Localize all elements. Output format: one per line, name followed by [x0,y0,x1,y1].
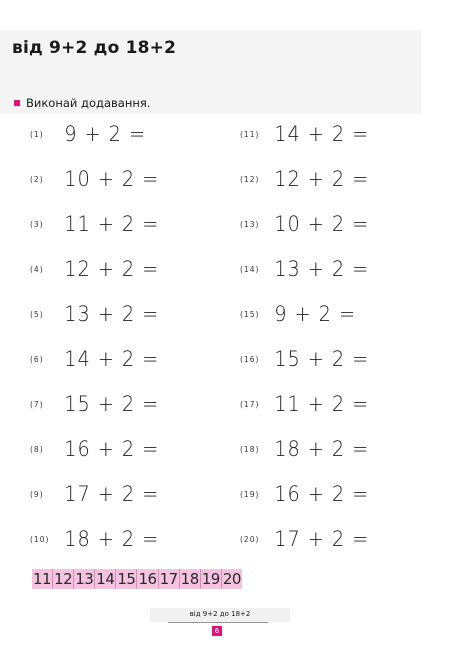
problem-number: (7) [30,399,44,409]
problem-number: (5) [30,309,44,319]
problem-expression: 9 + 2 = [64,122,147,146]
problem-row [30,212,160,236]
problem-expression: 11 + 2 = [274,392,370,416]
strip-number: 11 [33,570,52,588]
problem-expression: 10 + 2 = [64,167,160,191]
problem-row [30,167,160,191]
problem-expression: 15 + 2 = [274,347,370,371]
problem-row [240,482,370,506]
problem-row [30,347,160,371]
problem-number: (1) [30,129,44,139]
problem-row [30,437,160,461]
problem-expression: 12 + 2 = [64,257,160,281]
strip-number: 13 [75,570,94,588]
problem-expression: 10 + 2 = [274,212,370,236]
problem-row [240,527,370,551]
problem-expression: 16 + 2 = [64,437,160,461]
problem-number: (6) [30,354,44,364]
problem-number: (13) [240,219,260,229]
problem-row [240,167,370,191]
problem-number: (3) [30,219,44,229]
problem-expression: 14 + 2 = [274,122,370,146]
instruction-text: Виконай додавання. [26,96,151,110]
page-number: 6 [212,626,222,636]
problem-number: (10) [30,534,50,544]
problem-expression: 9 + 2 = [274,302,357,326]
problem-number: (9) [30,489,44,499]
problem-row [30,482,160,506]
instruction [14,96,150,110]
number-strip [32,569,242,589]
problem-expression: 15 + 2 = [64,392,160,416]
problem-expression: 17 + 2 = [274,527,370,551]
problem-number: (18) [240,444,260,454]
problem-row [30,257,160,281]
problem-expression: 18 + 2 = [64,527,160,551]
problem-number: (2) [30,174,44,184]
bullet-icon [14,100,20,106]
problem-number: (20) [240,534,260,544]
problem-row [240,212,370,236]
strip-number: 19 [201,570,220,588]
problem-number: (11) [240,129,260,139]
strip-number: 20 [222,570,241,588]
problem-number: (16) [240,354,260,364]
problem-expression: 18 + 2 = [274,437,370,461]
problem-expression: 14 + 2 = [64,347,160,371]
problem-expression: 12 + 2 = [274,167,370,191]
strip-number: 12 [54,570,73,588]
problem-row [240,347,370,371]
problem-number: (12) [240,174,260,184]
problem-number: (15) [240,309,260,319]
problem-number: (4) [30,264,44,274]
problem-expression: 17 + 2 = [64,482,160,506]
problem-number: (8) [30,444,44,454]
problem-expression: 11 + 2 = [64,212,160,236]
problem-row [30,122,147,146]
problem-expression: 13 + 2 = [274,257,370,281]
problem-number: (14) [240,264,260,274]
footer-divider [168,622,268,623]
problem-row [30,527,160,551]
problem-row [30,302,160,326]
strip-number: 16 [138,570,157,588]
problem-row [240,437,370,461]
problem-number: (17) [240,399,260,409]
problem-row [240,392,370,416]
problem-expression: 16 + 2 = [274,482,370,506]
problem-row [240,302,357,326]
problem-row [240,257,370,281]
strip-number: 17 [159,570,178,588]
strip-number: 14 [96,570,115,588]
problem-row [30,392,160,416]
problem-expression: 13 + 2 = [64,302,160,326]
page-title: від 9+2 до 18+2 [12,38,177,58]
problem-number: (19) [240,489,260,499]
footer-title: від 9+2 до 18+2 [189,610,251,618]
strip-number: 18 [180,570,199,588]
problem-row [240,122,370,146]
strip-number: 15 [117,570,136,588]
